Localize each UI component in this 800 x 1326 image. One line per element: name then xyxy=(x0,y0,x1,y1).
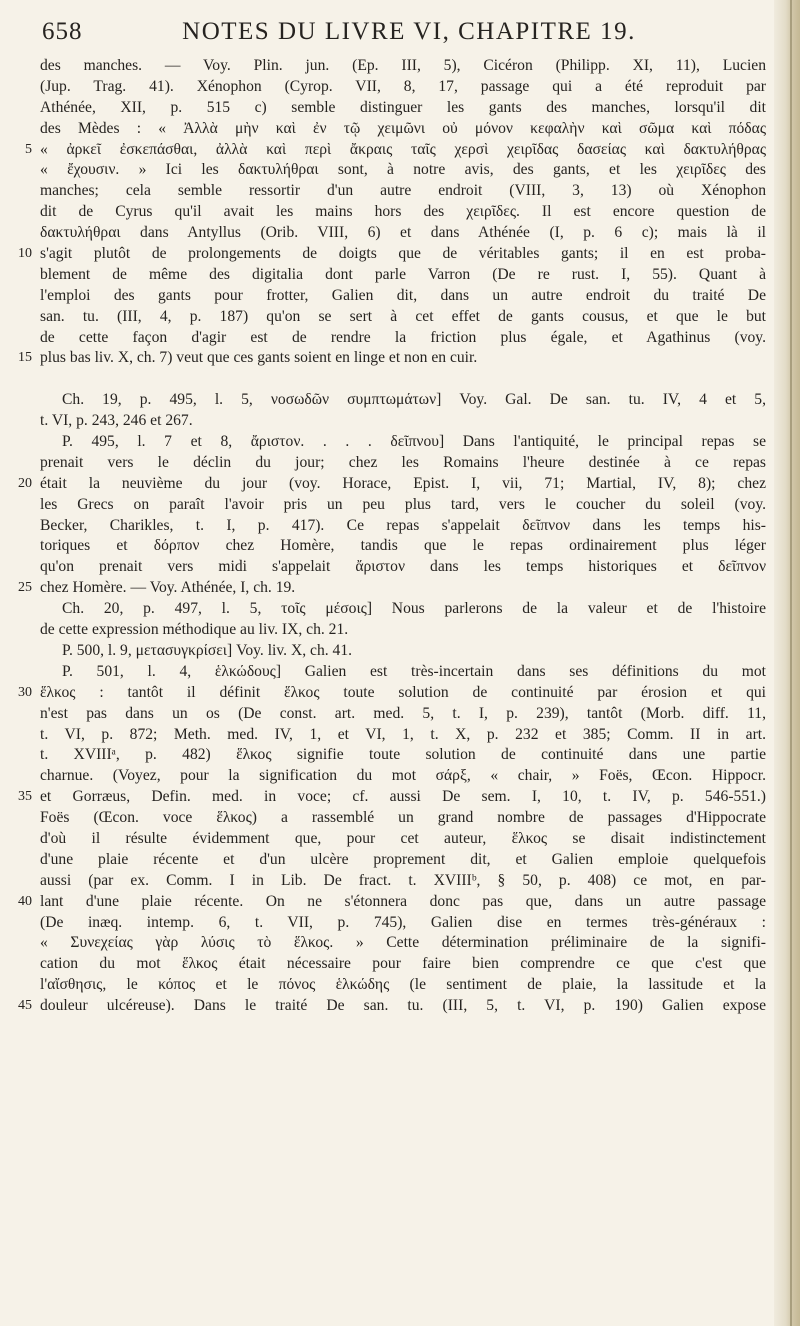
text-line xyxy=(18,348,766,369)
text-line xyxy=(40,766,766,787)
line-text: d'une plaie récente et d'un ulcère proprement dit, et Galien emploie quelquefois xyxy=(40,850,766,868)
text-line xyxy=(40,745,766,766)
text-line xyxy=(40,557,766,578)
line-text: blement de même des digitalia dont parle Varron (De re rust. I, 55). Quant à xyxy=(40,265,766,283)
line-text: Ch. 19, p. 495, l. 5, νοσωδῶν συμπτωμάτων] Voy. Gal. De san. tu. IV, 4 et 5, xyxy=(62,391,766,409)
line-number: 45 xyxy=(18,998,32,1014)
line-text: Becker, Charikles, t. I, p. 417). Ce repas s'appelait δεῖπνον dans les temps his- xyxy=(40,516,766,534)
line-text: t. VI, p. 872; Meth. med. IV, 1, et VI, 1, t. X, p. 232 et 385; Comm. II in art. xyxy=(40,725,766,743)
line-text: manches; cela semble ressortir d'un autre endroit (VIII, 3, 13) où Xénophon xyxy=(40,182,766,200)
text-line xyxy=(40,432,766,453)
body-text xyxy=(18,56,766,1017)
text-line xyxy=(40,954,766,975)
line-text: prenait vers le déclin du jour; chez les Romains l'heure destinée à ce repas xyxy=(40,453,766,471)
line-text: aussi (par ex. Comm. I in Lib. De fract. t. XVIIIᵇ, § 50, p. 408) ce mot, en par- xyxy=(40,871,766,889)
text-line xyxy=(40,913,766,934)
text-line xyxy=(40,119,766,140)
line-number: 5 xyxy=(25,141,32,157)
page-edge xyxy=(774,0,800,1326)
line-text: toriques et δόρπον chez Homère, tandis que le repas ordinairement plus léger xyxy=(40,537,766,555)
text-line xyxy=(18,683,766,704)
text-line xyxy=(40,871,766,892)
text-line xyxy=(18,244,766,265)
text-line xyxy=(40,56,766,77)
text-line xyxy=(40,223,766,244)
line-number: 15 xyxy=(18,350,32,366)
text-line xyxy=(40,599,766,620)
line-number: 20 xyxy=(18,475,32,491)
line-text: t. XVIIIᵃ, p. 482) ἕλκος signifie toute solution de continuité dans une partie xyxy=(40,746,766,764)
text-line xyxy=(40,536,766,557)
line-text: charnue. (Voyez, pour la signification du mot σάρξ, « chair, » Foës, Œcon. Hippocr. xyxy=(40,767,766,785)
line-text: lant d'une plaie récente. On ne s'étonnera donc pas que, dans un autre passage xyxy=(40,892,766,910)
text-line xyxy=(40,933,766,954)
line-text: « Συνεχείας γὰρ λύσις τὸ ἕλκος. » Cette détermination préliminaire de la signifi- xyxy=(40,934,766,952)
running-header xyxy=(38,18,780,48)
line-text: l'αἴσθησις, le κόπος et le πόνος ἑλκώδης (le sentiment de plaie, la lassitude et la xyxy=(40,976,766,994)
text-line xyxy=(40,390,766,411)
text-line xyxy=(40,98,766,119)
line-text: l'emploi des gants pour frotter, Galien dit, dans un autre endroit du traité De xyxy=(40,286,766,304)
text-line xyxy=(40,286,766,307)
text-line xyxy=(40,328,766,349)
line-text: (De inæq. intemp. 6, t. VII, p. 745), Galien dise en termes très-généraux : xyxy=(40,913,766,931)
text-line xyxy=(25,140,766,161)
text-line xyxy=(40,704,766,725)
text-line xyxy=(40,662,766,683)
running-title: NOTES DU LIVRE VI, CHAPITRE 19. xyxy=(182,18,636,45)
line-text: « ἀρκεῖ ἐσκεπάσθαι, ἀλλὰ καὶ περὶ ἄκραις ταῖς χερσὶ χειρῖδας δασείας καὶ δακτυλήθρας xyxy=(40,140,766,158)
line-number: 25 xyxy=(18,580,32,596)
line-text: était la neuvième du jour (voy. Horace, Epist. I, vii, 71; Martial, IV, 8); chez xyxy=(40,474,766,492)
line-text: de cette façon d'agir est de rendre la friction plus égale, et Agathinus (voy. xyxy=(40,328,766,346)
text-line xyxy=(40,181,766,202)
line-text: P. 500, l. 9, μετασυγκρίσει] Voy. liv. X, ch. 41. xyxy=(62,641,353,659)
text-line xyxy=(40,620,766,641)
page-number: 658 xyxy=(42,18,83,45)
text-line xyxy=(40,453,766,474)
line-text: chez Homère. — Voy. Athénée, I, ch. 19. xyxy=(40,579,296,597)
line-number: 35 xyxy=(18,789,32,805)
line-text: plus bas liv. X, ch. 7) veut que ces gants soient en linge et non en cuir. xyxy=(40,349,478,367)
line-text: d'où il résulte évidemment que, pour cet auteur, ἕλκος se disait indistinctement xyxy=(40,829,766,847)
line-text: des Mèdes : « Ἀλλὰ μὴν καὶ ἐν τῷ χειμῶνι οὐ μόνον κεφαλὴν καὶ σῶμα καὶ πόδας xyxy=(40,119,766,137)
line-text: n'est pas dans un os (De const. art. med. 5, t. I, p. 239), tantôt (Morb. diff. 11, xyxy=(40,704,766,722)
line-text: Athénée, XII, p. 515 c) semble distinguer les gants des manches, lorsqu'il dit xyxy=(40,98,766,116)
line-text: t. VI, p. 243, 246 et 267. xyxy=(40,412,193,430)
line-text: s'agit plutôt de prolongements de doigts que de véritables gants; il en est proba- xyxy=(40,245,766,263)
line-text: de cette expression méthodique au liv. IX, ch. 21. xyxy=(40,621,349,639)
line-text: ἕλκος : tantôt il définit ἕλκος toute solution de continuité par érosion et qui xyxy=(40,683,766,701)
line-text: dit de Cyrus qu'il avait les mains hors des χειρῖδες. Il est encore question de xyxy=(40,203,766,221)
text-line xyxy=(40,725,766,746)
line-text: Ch. 20, p. 497, l. 5, τοῖς μέσοις] Nous parlerons de la valeur et de l'histoire xyxy=(62,600,766,618)
line-text: δακτυλήθραι dans Antyllus (Orib. VIII, 6) et dans Athénée (I, p. 6 c); mais là il xyxy=(40,224,766,242)
line-text: cation du mot ἕλκος était nécessaire pour faire bien comprendre ce que c'est que xyxy=(40,955,766,973)
line-text: des manches. — Voy. Plin. jun. (Ep. III, 5), Cicéron (Philipp. XI, 11), Lucien xyxy=(40,57,766,74)
text-line xyxy=(40,495,766,516)
text-line xyxy=(40,975,766,996)
text-line xyxy=(40,808,766,829)
text-line xyxy=(40,411,766,432)
text-line xyxy=(40,202,766,223)
line-text: qu'on prenait vers midi s'appelait ἄριστον dans les temps historiques et δεῖπνον xyxy=(40,558,766,576)
text-line xyxy=(40,307,766,328)
line-text: san. tu. (III, 4, p. 187) qu'on se sert à cet effet de gants cousus, et que le but xyxy=(40,307,766,325)
line-text: et Gorræus, Defin. med. in voce; cf. aussi De sem. I, 10, t. IV, p. 546-551.) xyxy=(40,788,766,806)
line-text: P. 495, l. 7 et 8, ἄριστον. . . . δεῖπνου] Dans l'antiquité, le principal repas se xyxy=(62,433,766,451)
line-text: Foës (Œcon. voce ἕλκος) a rassemblé un grand nombre de passages d'Hippocrate xyxy=(40,809,766,827)
text-line xyxy=(40,641,766,662)
line-number: 30 xyxy=(18,684,32,700)
line-number: 40 xyxy=(18,893,32,909)
blank-line xyxy=(40,369,766,390)
text-line xyxy=(18,996,766,1017)
line-text: (Jup. Trag. 41). Xénophon (Cyrop. VII, 8, 17, passage qui a été reproduit par xyxy=(40,77,766,95)
line-text: douleur ulcéreuse). Dans le traité De san. tu. (III, 5, t. VI, p. 190) Galien expose xyxy=(40,997,766,1015)
text-line xyxy=(18,787,766,808)
text-line xyxy=(40,77,766,98)
line-number: 10 xyxy=(18,246,32,262)
page-gutter-line xyxy=(790,0,792,1326)
text-line xyxy=(18,892,766,913)
text-line xyxy=(40,516,766,537)
line-text: P. 501, l. 4, ἑλκώδους] Galien est très-incertain dans ses définitions du mot xyxy=(62,662,766,680)
line-text: « ἔχουσιν. » Ici les δακτυλήθραι sont, à notre avis, des gants, et les χειρῖδες des xyxy=(40,161,766,179)
text-line xyxy=(40,850,766,871)
line-text: les Grecs on paraît l'avoir pris un peu plus tard, vers le coucher du soleil (voy. xyxy=(40,495,766,513)
text-line xyxy=(40,265,766,286)
text-line xyxy=(40,160,766,181)
text-line xyxy=(18,578,766,599)
text-line xyxy=(40,829,766,850)
text-line xyxy=(18,474,766,495)
